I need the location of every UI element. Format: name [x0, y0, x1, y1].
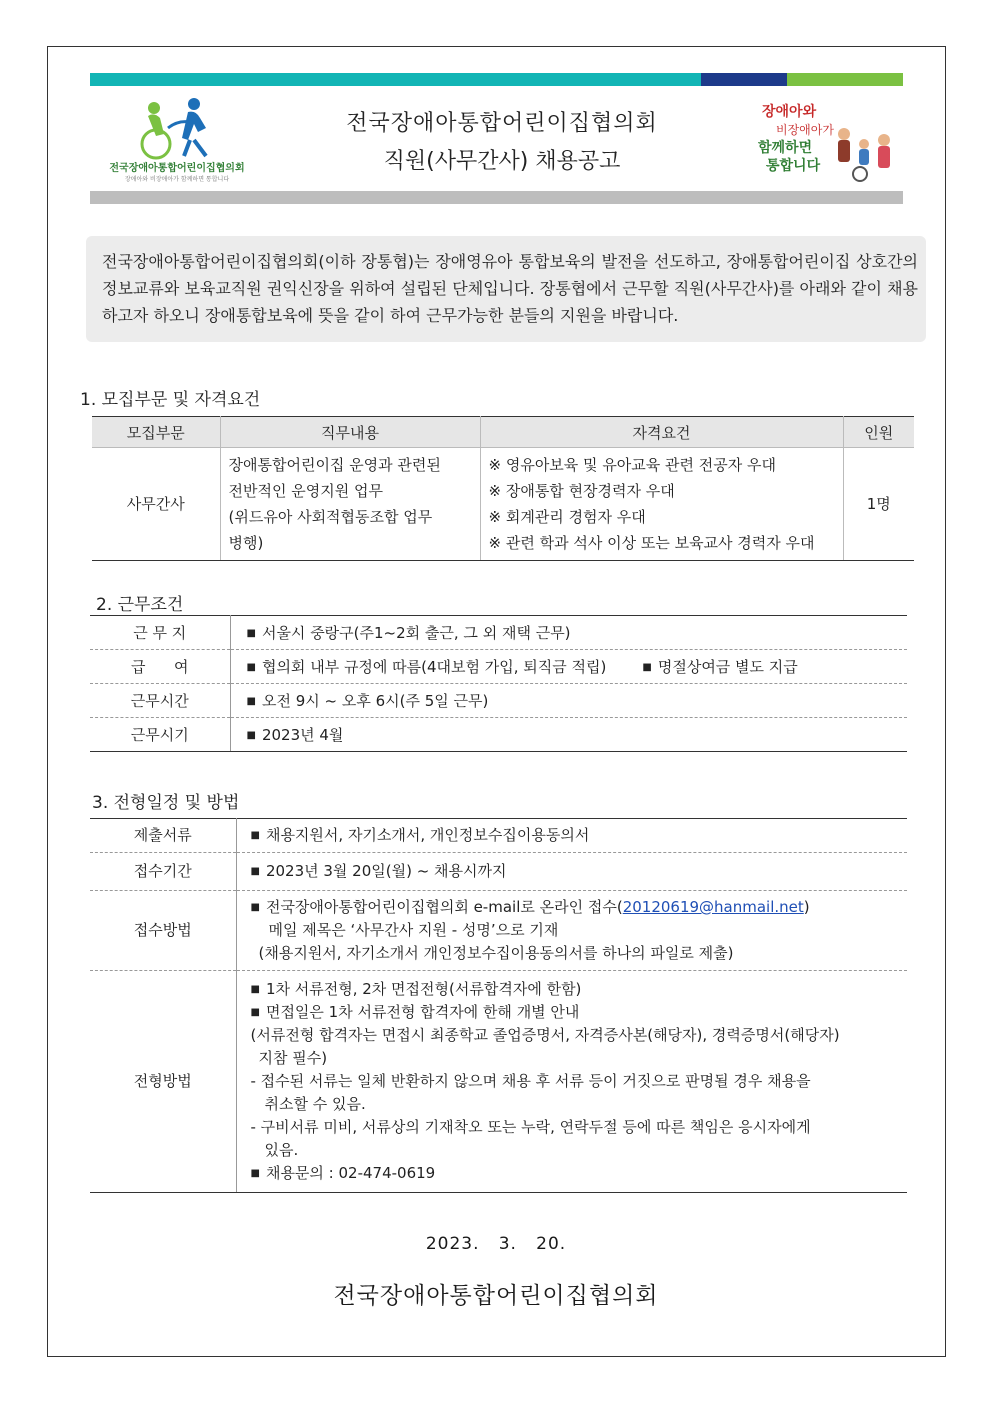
table-row	[90, 616, 907, 650]
header-color-bar	[90, 73, 903, 86]
bonus-value: 명절상여금 별도 지급	[657, 658, 798, 676]
condition-label: 급 여	[90, 650, 230, 684]
condition-value: ■ 2023년 4월	[230, 718, 907, 752]
count-cell: 1명	[843, 448, 914, 561]
duty-line: (위드유아 사회적협동조합 업무	[228, 508, 433, 526]
svg-text:장애아와: 장애아와	[762, 104, 817, 120]
condition-value: ■ 오전 9시 ~ 오후 6시(주 5일 근무)	[230, 684, 907, 718]
salary-value: 협의회 내부 규정에 따름(4대보험 가입, 퇴직금 적립)	[261, 658, 607, 676]
method-text-end: )	[803, 898, 810, 916]
hours-value: 오전 9시 ~ 오후 6시(주 5일 근무)	[261, 692, 489, 710]
svg-text:함께하면: 함께하면	[758, 140, 813, 156]
selection-line: 면접일은 1차 서류전형 합격자에 한해 개별 안내	[265, 1003, 580, 1021]
org-logo	[102, 94, 252, 189]
condition-label: 근 무 지	[90, 616, 230, 650]
selection-line: 1차 서류전형, 2차 면접전형(서류합격자에 한함)	[265, 980, 582, 998]
header-quals: 자격요건	[480, 417, 843, 448]
table-row	[92, 448, 914, 561]
svg-text:통합니다: 통합니다	[766, 158, 821, 174]
logo-figures-icon	[102, 94, 252, 164]
selection-label: 전형방법	[90, 971, 236, 1193]
footer-org-name: 전국장애아통합어린이집협의회	[333, 1283, 659, 1309]
condition-label: 근무시간	[90, 684, 230, 718]
family-illustration-icon	[752, 94, 902, 189]
method-text: 전국장애아통합어린이집협의회 e-mail로 온라인 접수(	[265, 898, 623, 916]
logo-left-text: 전국장애아통합어린이집협의회	[109, 163, 245, 174]
notice-title: 직원(사무간사) 채용공고	[383, 149, 621, 174]
period-value: ■ 2023년 3월 20일(월) ~ 채용시까지	[236, 853, 907, 891]
campaign-logo	[752, 94, 902, 189]
qual-line: ※ 회계관리 경험자 우대	[488, 508, 646, 526]
header-dept: 모집부문	[92, 417, 220, 448]
selection-line: 취소할 수 있음.	[264, 1095, 366, 1113]
duty-line: 병행)	[228, 534, 264, 552]
duty-line: 전반적인 운영지원 업무	[228, 482, 383, 500]
condition-label: 근무시기	[90, 718, 230, 752]
email-link[interactable]: 20120619@hanmail.net	[622, 898, 804, 916]
qual-line: ※ 관련 학과 석사 이상 또는 보육교사 경력자 우대	[488, 534, 815, 552]
intro-paragraph: 전국장애아통합어린이집협의회(이하 장통협)는 장애영유아 통합보육의 발전을 선도하고, 장애통합어린이집 상호간의 정보교류와 보육교직원 권익신장을 위하여 설립된 단체입니다. 장통협에서 근무할 직원(사무간사)를 아래와 같이 채용하고자 하오니 장애통합보육에 뜻을 같이 하여 근무가능한 분들의 지원을 바랍니다.	[86, 236, 926, 342]
table-row	[90, 650, 907, 684]
page-title: 전국장애아통합어린이집협의회	[346, 111, 658, 136]
section3-title: 3. 전형일정 및 방법	[92, 793, 240, 813]
start-value: 2023년 4월	[261, 726, 344, 744]
logo-left-sub: 장애아와 비장애아가 함께하면 통합니다	[124, 176, 230, 183]
table-row	[90, 853, 907, 891]
header-duties: 직무내용	[220, 417, 480, 448]
method-subject: 메일 제목은 ‘사무간사 지원 - 성명’으로 기재	[268, 921, 559, 939]
requirements-table	[92, 416, 914, 561]
selection-line: - 접수된 서류는 일체 반환하지 않으며 채용 후 서류 등이 거짓으로 판명될 경우 채용을	[250, 1072, 811, 1090]
table-row	[90, 718, 907, 752]
duties-cell	[220, 448, 480, 561]
dept-cell: 사무간사	[92, 448, 220, 561]
section1-title: 1. 모집부문 및 자격요건	[80, 390, 261, 410]
selection-value: ■ 1차 서류전형, 2차 면접전형(서류합격자에 한함) ■ 면접일은 1차 서류전형 합격자에 한해 개별 안내 (서류전형 합격자는 면접시 최종학교 졸업증명서, 자격증사본(해당자), 경력증명서(해당자) 지참 필수) - 접수된 서류는 일체 반환하지 않으며 채용 후 서류 등이 거짓으로 판명될 경우 채용을 취소할 수 있음. - 구비서류 미비, 서류상의 기재착오 또는 누락, 연락두절 등에 따른 책임은 응시자에게 있음. ■ 채용문의 : 02-474-0619	[236, 971, 907, 1193]
qual-line: ※ 장애통합 현장경력자 우대	[488, 482, 675, 500]
period-text: 2023년 3월 20일(월) ~ 채용시까지	[265, 862, 507, 880]
contact-line: 채용문의 : 02-474-0619	[265, 1164, 436, 1182]
docs-value: ■ 채용지원서, 자기소개서, 개인정보수집이용동의서	[236, 819, 907, 853]
duty-line: 장애통합어린이집 운영과 관련된	[228, 456, 441, 474]
svg-text:비장애아가: 비장애아가	[776, 123, 834, 137]
table-row	[90, 891, 907, 971]
selection-line: 지참 필수)	[258, 1049, 328, 1067]
location-value: 서울시 중랑구(주1~2회 출근, 그 외 재택 근무)	[261, 624, 571, 642]
selection-line: (서류전형 합격자는 면접시 최종학교 졸업증명서, 자격증사본(해당자), 경력증명서(해당자)	[250, 1026, 840, 1044]
method-value: ■ 전국장애아통합어린이집협의회 e-mail로 온라인 접수(20120619@hanmail.net) 메일 제목은 ‘사무간사 지원 - 성명’으로 기재 (채용지원서, 자기소개서 개인정보수집이용동의서를 하나의 파일로 제출)	[236, 891, 907, 971]
docs-label: 제출서류	[90, 819, 236, 853]
method-note: (채용지원서, 자기소개서 개인정보수집이용동의서를 하나의 파일로 제출)	[258, 944, 734, 962]
header-gray-bar	[90, 191, 903, 204]
section2-title: 2. 근무조건	[96, 595, 184, 615]
table-header-row	[92, 417, 914, 448]
period-label: 접수기간	[90, 853, 236, 891]
table-row	[90, 684, 907, 718]
condition-value: ■ 협의회 내부 규정에 따름(4대보험 가입, 퇴직금 적립) ■ 명절상여금 별도 지급	[230, 650, 907, 684]
header-count: 인원	[843, 417, 914, 448]
method-label: 접수방법	[90, 891, 236, 971]
quals-cell	[480, 448, 843, 561]
table-row	[90, 971, 907, 1193]
notice-date: 2023. 3. 20.	[425, 1234, 567, 1254]
selection-line: 있음.	[264, 1141, 299, 1159]
conditions-table	[90, 615, 907, 752]
qual-line: ※ 영유아보육 및 유아교육 관련 전공자 우대	[488, 456, 777, 474]
docs-text: 채용지원서, 자기소개서, 개인정보수집이용동의서	[265, 826, 590, 844]
condition-value: ■ 서울시 중랑구(주1~2회 출근, 그 외 재택 근무)	[230, 616, 907, 650]
selection-table	[90, 818, 907, 1193]
selection-line: - 구비서류 미비, 서류상의 기재착오 또는 누락, 연락두절 등에 따른 책임은 응시자에게	[250, 1118, 811, 1136]
table-row	[90, 819, 907, 853]
